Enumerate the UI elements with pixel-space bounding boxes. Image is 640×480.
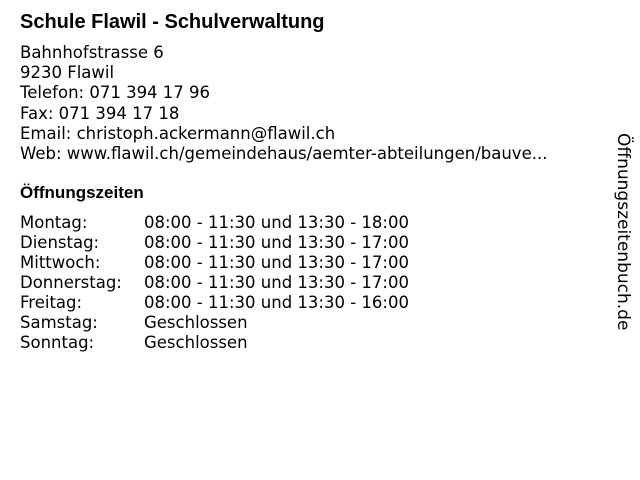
hours-row-thursday — [20, 273, 409, 293]
fax-number: Fax: 071 394 17 18 — [20, 103, 180, 123]
hours-day: Dienstag: — [20, 233, 100, 252]
hours-time: Geschlossen — [144, 333, 248, 352]
hours-row-monday — [20, 213, 409, 233]
hours-day: Freitag: — [20, 293, 83, 312]
hours-row-wednesday — [20, 253, 409, 273]
hours-time: 08:00 - 11:30 und 13:30 - 16:00 — [144, 293, 409, 312]
hours-time: 08:00 - 11:30 und 13:30 - 18:00 — [144, 213, 409, 232]
web-link[interactable]: www.flawil.ch/gemeindehaus/aemter-abteilungen/bauve... — [66, 143, 548, 163]
address-street: Bahnhofstrasse 6 — [20, 43, 164, 62]
brand-watermark-link[interactable]: Öffnungszeitenbuch.de — [613, 133, 633, 331]
web-line — [20, 144, 547, 164]
address-block — [20, 43, 547, 164]
hours-row-saturday — [20, 313, 409, 333]
phone-number: Telefon: 071 394 17 96 — [20, 83, 211, 103]
hours-time: 08:00 - 11:30 und 13:30 - 17:00 — [144, 273, 409, 292]
hours-day: Samstag: — [20, 313, 98, 332]
hours-time: 08:00 - 11:30 und 13:30 - 17:00 — [144, 253, 409, 272]
opening-hours-table — [20, 213, 409, 353]
hours-time: 08:00 - 11:30 und 13:30 - 17:00 — [144, 233, 409, 252]
hours-row-sunday — [20, 333, 409, 353]
hours-day: Donnerstag: — [20, 273, 122, 292]
hours-day: Montag: — [20, 213, 88, 232]
hours-time: Geschlossen — [144, 313, 248, 332]
email-label: Email: — [20, 123, 77, 143]
email-link[interactable]: christoph.ackermann@flawil.ch — [76, 123, 336, 143]
hours-row-tuesday — [20, 233, 409, 253]
email-line — [20, 124, 547, 144]
hours-day: Sonntag: — [20, 333, 95, 352]
address-city: 9230 Flawil — [20, 63, 115, 83]
hours-day: Mittwoch: — [20, 253, 101, 272]
hours-row-friday — [20, 293, 409, 313]
page-title: Schule Flawil - Schulverwaltung — [20, 11, 325, 33]
hours-heading: Öffnungszeiten — [20, 183, 144, 202]
web-label: Web: — [20, 143, 67, 163]
